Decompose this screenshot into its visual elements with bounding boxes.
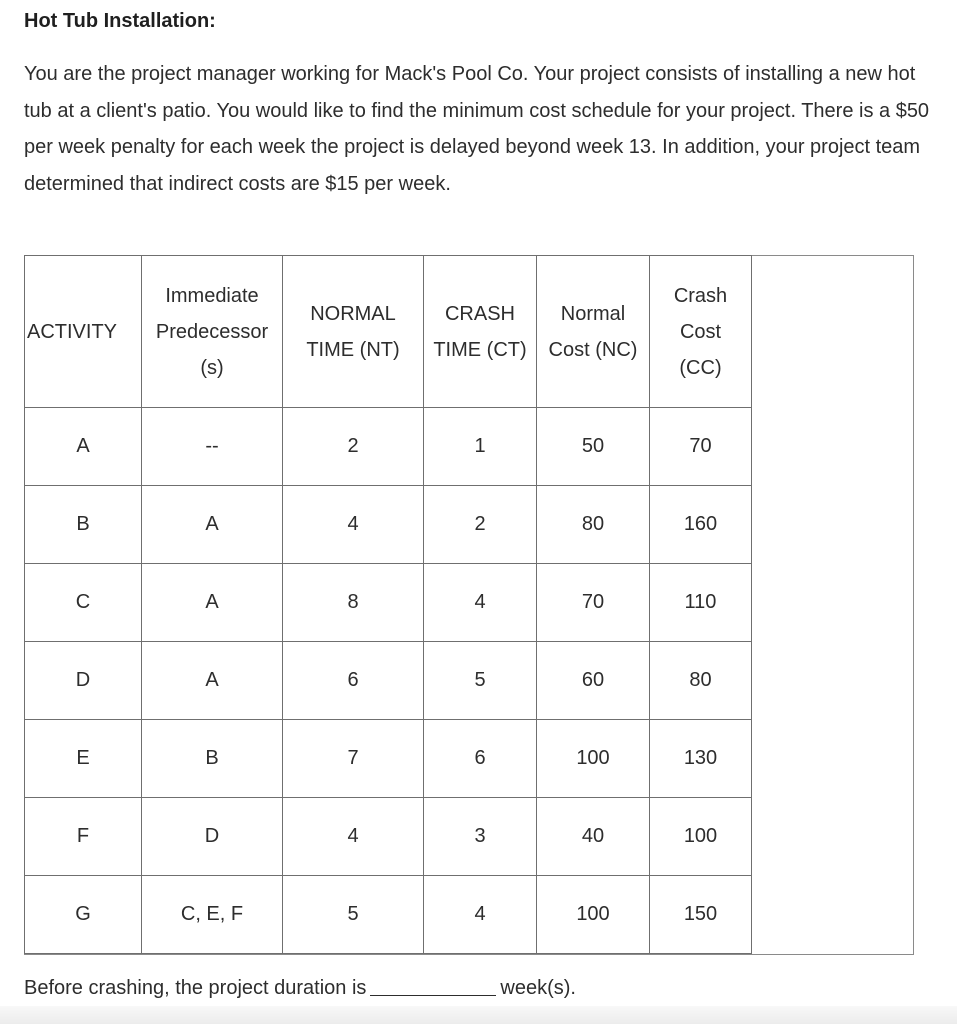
- table-row: [25, 720, 752, 798]
- cell-crash-time: 1: [424, 408, 537, 486]
- cell-crash-cost: 160: [650, 486, 752, 564]
- cell-crash-time: 5: [424, 642, 537, 720]
- cell-crash-time: 6: [424, 720, 537, 798]
- cell-crash-time: 2: [424, 486, 537, 564]
- cell-activity: E: [25, 720, 142, 798]
- question-prefix: Before crashing, the project duration is: [24, 977, 367, 999]
- cell-crash-time: 4: [424, 876, 537, 954]
- cell-normal-time: 8: [283, 564, 424, 642]
- table-header-row: [25, 256, 752, 408]
- cell-crash-cost: 80: [650, 642, 752, 720]
- cell-normal-time: 6: [283, 642, 424, 720]
- cell-crash-cost: 110: [650, 564, 752, 642]
- cell-predecessor: D: [142, 798, 283, 876]
- table-row: [25, 798, 752, 876]
- cell-predecessor: A: [142, 642, 283, 720]
- cell-crash-time: 3: [424, 798, 537, 876]
- cell-activity: G: [25, 876, 142, 954]
- table-row: [25, 876, 752, 954]
- table-row: [25, 564, 752, 642]
- cell-normal-time: 5: [283, 876, 424, 954]
- cell-activity: C: [25, 564, 142, 642]
- bottom-edge: [0, 1006, 957, 1024]
- table-row: [25, 642, 752, 720]
- cell-predecessor: A: [142, 564, 283, 642]
- problem-description: You are the project manager working for Mack's Pool Co. Your project consists of installing a new hot tub at a client's patio. You would like to find the minimum cost schedule for your project. There is a $50 per week penalty for each week the project is delayed beyond week 13. In addition, your project team determined that indirect costs are $15 per week.: [24, 63, 930, 195]
- cell-normal-cost: 70: [537, 564, 650, 642]
- cell-crash-time: 4: [424, 564, 537, 642]
- cell-normal-time: 7: [283, 720, 424, 798]
- cell-predecessor: A: [142, 486, 283, 564]
- table-row: [25, 486, 752, 564]
- header-normal-cost: Normal Cost (NC): [537, 256, 650, 408]
- cell-activity: D: [25, 642, 142, 720]
- activity-table: [24, 255, 752, 954]
- cell-normal-time: 4: [283, 486, 424, 564]
- header-activity: ACTIVITY: [25, 256, 142, 408]
- cell-predecessor: B: [142, 720, 283, 798]
- header-normal-time: NORMAL TIME (NT): [283, 256, 424, 408]
- cell-normal-cost: 100: [537, 876, 650, 954]
- cell-normal-cost: 50: [537, 408, 650, 486]
- cell-predecessor: --: [142, 408, 283, 486]
- cell-crash-cost: 70: [650, 408, 752, 486]
- cell-normal-cost: 80: [537, 486, 650, 564]
- header-crash-time: CRASH TIME (CT): [424, 256, 537, 408]
- answer-blank[interactable]: [370, 977, 496, 996]
- cell-activity: B: [25, 486, 142, 564]
- page-title: Hot Tub Installation:: [24, 10, 216, 32]
- header-predecessor: Immediate Predecessor (s): [142, 256, 283, 408]
- cell-normal-cost: 40: [537, 798, 650, 876]
- cell-activity: F: [25, 798, 142, 876]
- cell-normal-cost: 60: [537, 642, 650, 720]
- cell-crash-cost: 150: [650, 876, 752, 954]
- cell-normal-time: 2: [283, 408, 424, 486]
- cell-activity: A: [25, 408, 142, 486]
- question-suffix: week(s).: [500, 977, 576, 999]
- cell-crash-cost: 100: [650, 798, 752, 876]
- cell-normal-cost: 100: [537, 720, 650, 798]
- cell-crash-cost: 130: [650, 720, 752, 798]
- header-crash-cost: Crash Cost (CC): [650, 256, 752, 408]
- table-row: [25, 408, 752, 486]
- question-line: [24, 977, 576, 1000]
- cell-normal-time: 4: [283, 798, 424, 876]
- cell-predecessor: C, E, F: [142, 876, 283, 954]
